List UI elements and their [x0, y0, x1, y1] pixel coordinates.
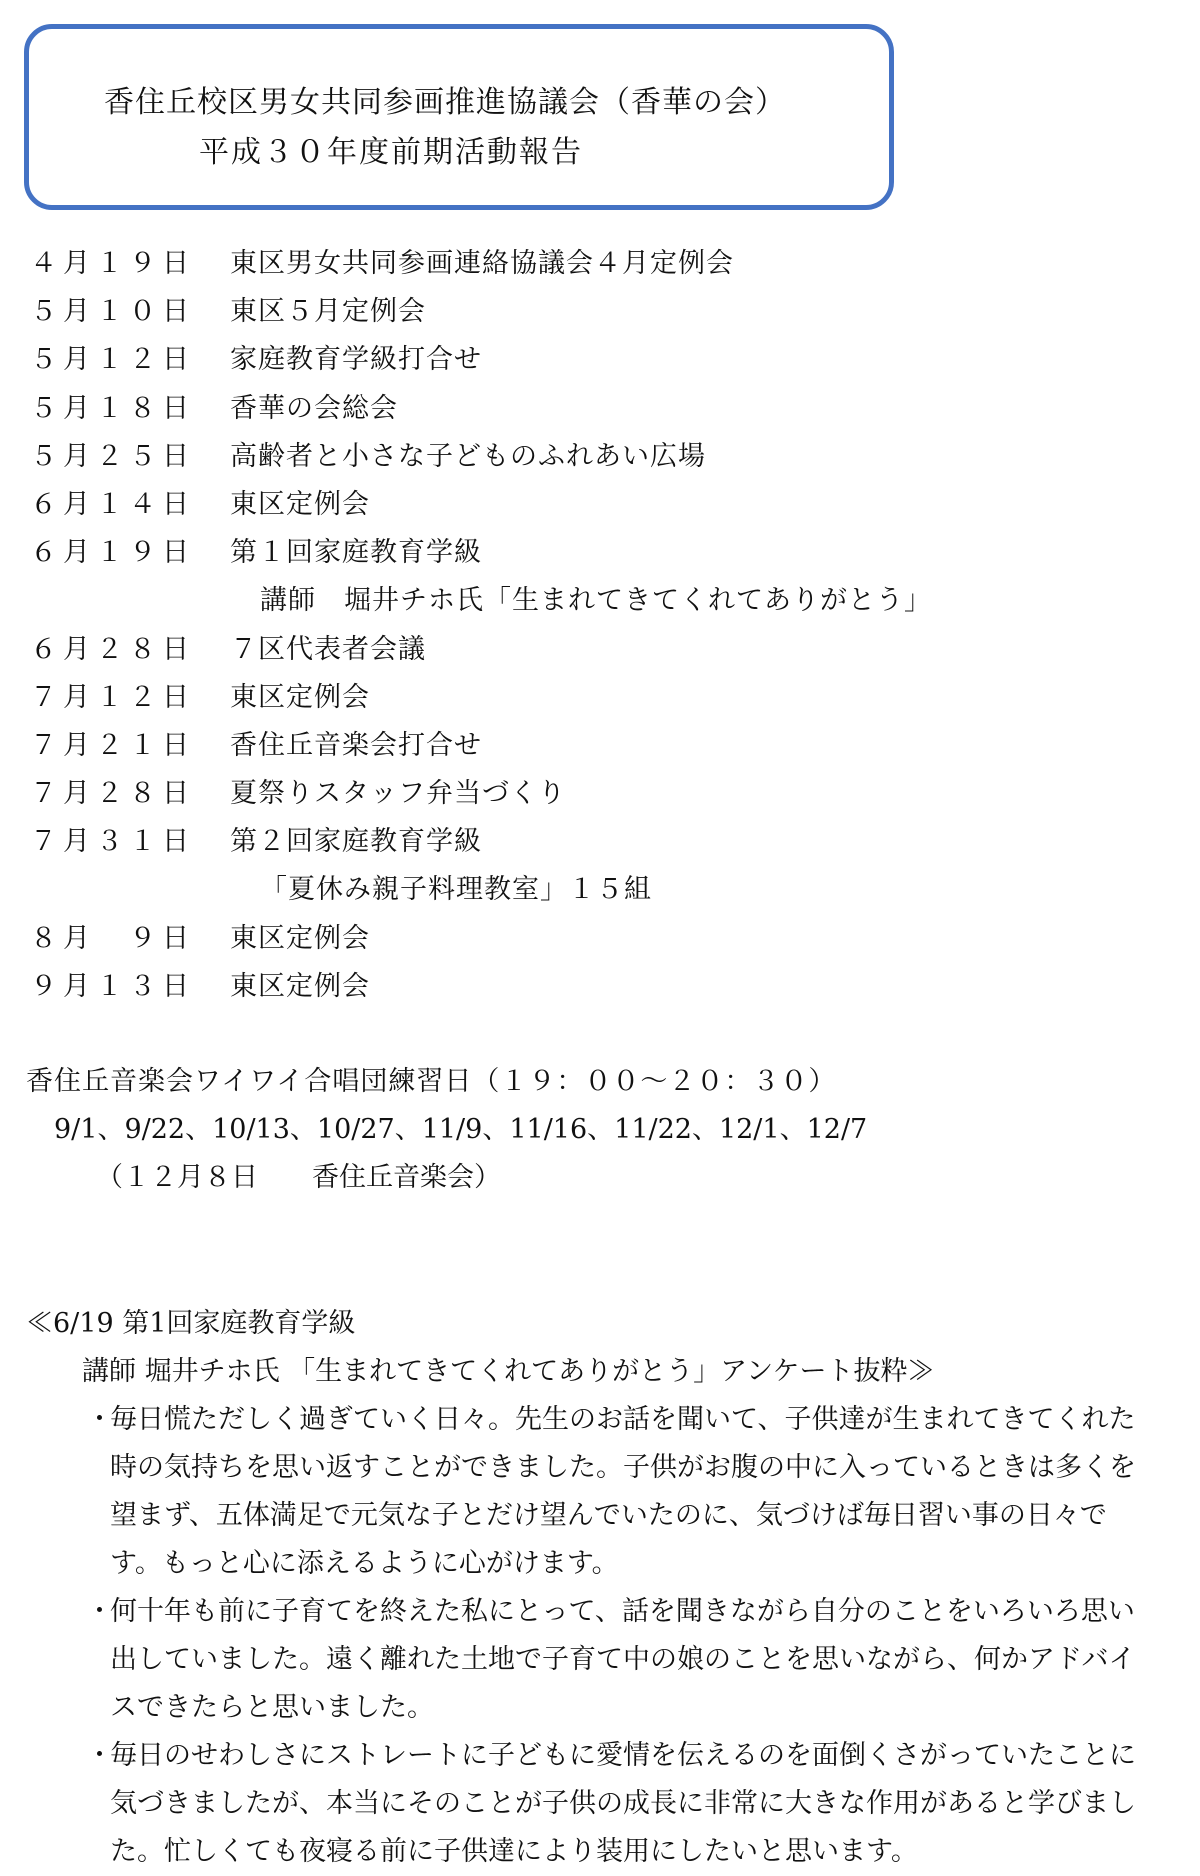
schedule-event: 東区５月定例会: [230, 296, 426, 328]
schedule-date: ７月２１日: [30, 729, 195, 761]
schedule-event: 東区定例会: [230, 970, 370, 1002]
schedule-row: [30, 674, 1170, 722]
schedule-date: ７月３１日: [30, 826, 195, 858]
survey-comment: [26, 1732, 1150, 1876]
schedule-event: 第２回家庭教育学級: [230, 826, 482, 858]
schedule-date: ５月１８日: [30, 392, 195, 424]
schedule-row: [30, 433, 1170, 481]
schedule-date: ５月１２日: [30, 344, 195, 376]
schedule-row: [30, 240, 1170, 288]
schedule-row-detail: [30, 577, 1170, 625]
schedule-row: [30, 963, 1170, 1011]
schedule-date: ４月１９日: [30, 248, 195, 279]
schedule-event: 夏祭りスタッフ弁当づくり: [230, 778, 566, 810]
schedule-event: 東区定例会: [230, 681, 370, 713]
survey-comment-text: 何十年も前に子育てを終えた私にとって、話を聞きながら自分のことをいろいろ思い出していました。遠く離れた土地で子育て中の娘のことを思いながら、何かアドバイスできたらと思いました。: [110, 1596, 1136, 1723]
title-box: [24, 24, 894, 210]
schedule-row: [30, 385, 1170, 433]
survey-excerpt-section: [26, 1300, 1166, 1876]
concert-date: （１２月８日 香住丘音楽会）: [96, 1162, 501, 1193]
activity-schedule: [30, 240, 1170, 1011]
schedule-event: 東区定例会: [230, 922, 370, 954]
schedule-row: [30, 626, 1170, 674]
schedule-event: 香華の会総会: [230, 392, 398, 424]
schedule-row: [30, 818, 1170, 866]
schedule-date: ６月２８日: [30, 633, 195, 665]
schedule-date: ６月１９日: [30, 537, 195, 569]
schedule-date: ５月２５日: [30, 440, 195, 472]
survey-comment: [26, 1588, 1150, 1732]
schedule-event: 東区定例会: [230, 488, 370, 520]
bullet-mark: ・: [86, 1740, 113, 1771]
schedule-event: 高齢者と小さな子どものふれあい広場: [230, 440, 706, 472]
survey-subheading: 講師 堀井チホ氏 「生まれてきてくれてありがとう」アンケート抜粋≫: [82, 1356, 935, 1387]
schedule-date: ６月１４日: [30, 488, 195, 520]
schedule-date: ９月１３日: [30, 970, 195, 1002]
survey-heading: ≪6/19 第1回家庭教育学級: [26, 1308, 356, 1339]
document-subtitle: 平成３０年度前期活動報告: [199, 135, 583, 170]
schedule-row: [30, 722, 1170, 770]
schedule-event-detail: 「夏休み親子料理教室」１５組: [260, 874, 652, 906]
schedule-row: [30, 336, 1170, 384]
survey-comment-text: 毎日慌ただしく過ぎていく日々。先生のお話を聞いて、子供達が生まれてきてくれた時の気持ちを思い返すことができました。子供がお腹の中に入っているときは多くを望まず、五体満足で元気な子とだけ望んでいたのに、気づけば毎日習い事の日々です。もっと心に添えるように心がけます。: [110, 1404, 1136, 1579]
schedule-row: [30, 915, 1170, 963]
choir-practice-section: [26, 1058, 1166, 1202]
schedule-row: [30, 481, 1170, 529]
schedule-event-detail: 講師 堀井チホ氏「生まれてきてくれてありがとう」: [260, 585, 932, 617]
bullet-mark: ・: [86, 1404, 113, 1435]
schedule-event: 第１回家庭教育学級: [230, 537, 482, 569]
document-title: 香住丘校区男女共同参画推進協議会（香華の会）: [104, 85, 786, 120]
schedule-date: ５月１０日: [30, 296, 195, 328]
schedule-row: [30, 770, 1170, 818]
schedule-row: [30, 529, 1170, 577]
schedule-event: 香住丘音楽会打合せ: [230, 729, 482, 761]
schedule-row: [30, 288, 1170, 336]
bullet-mark: ・: [86, 1596, 113, 1627]
schedule-event: 家庭教育学級打合せ: [230, 344, 482, 376]
survey-comment-text: 毎日のせわしさにストレートに子どもに愛情を伝えるのを面倒くさがっていたことに気づきましたが、本当にそのことが子供の成長に非常に大きな作用があると学びました。忙しくても夜寝る前に子供達により装用にしたいと思います。: [110, 1740, 1136, 1867]
schedule-date: ７月１２日: [30, 681, 195, 713]
schedule-event: ７区代表者会議: [230, 633, 426, 665]
choir-practice-dates: 9/1、9/22、10/13、10/27、11/9、11/16、11/22、12/1、12/7: [54, 1114, 868, 1145]
schedule-event: 東区男女共同参画連絡協議会４月定例会: [230, 248, 734, 279]
schedule-date: ７月２８日: [30, 778, 195, 810]
choir-heading: 香住丘音楽会ワイワイ合唱団練習日（１９：００～２０：３０）: [26, 1066, 837, 1097]
schedule-row-detail: [30, 866, 1170, 914]
survey-comment: [26, 1396, 1150, 1588]
schedule-date: ８月 ９日: [30, 922, 195, 954]
